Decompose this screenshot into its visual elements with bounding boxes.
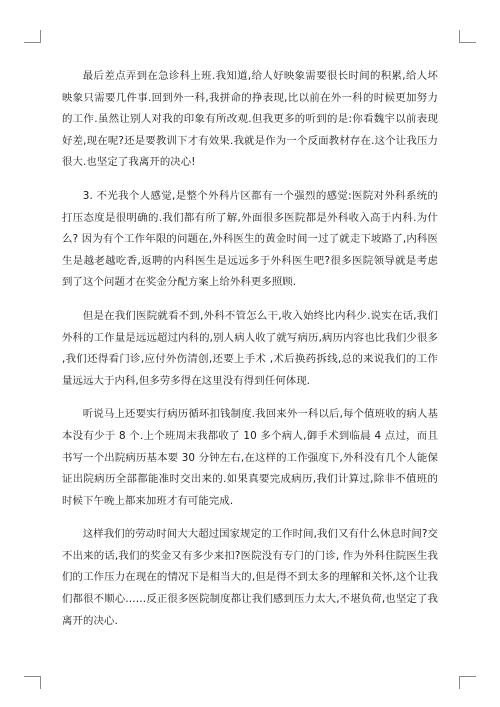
paragraph: 听说马上还要实行病历循环扣钱制度.我回来外一科以后,每个值班收的病人基本没有少于 8 个.上个班周末我都收了 10 多个病人,御手术到临晨 4 点过，而且书写一个出院病历基本要 30 分钟左右,在这样的工作强度下,外科没有几个人能保证出院病历全部都能准时交出来的.如果真要完成病历,我们计算过,除非不值班的时候下午晚上都来加班才有可能完成. xyxy=(62,408,438,507)
crop-mark-bottom-left xyxy=(24,676,41,689)
paragraph: 这样我们的劳动时间大大超过国家规定的工作时间,我们又有什么休息时间?交不出来的话,我们的奖金又有多少来扣?医院没有专门的门诊, 作为外科住院医生我们的工作压力在现在的情况下是相当大的,但是得不到太多的理解和关怀,这个让我们都很不顺心……反正很多医院制度都让我们感到压力太大,不堪负荷,也坚定了我离开的决心. xyxy=(62,528,439,627)
crop-mark-bottom-right xyxy=(459,676,476,689)
paragraph: 3. 不光我个人感觉,是整个外科片区都有一个强烈的感觉:医院对外科系统的打压态度是很明确的.我们都有所了解,外面很多医院都是外科收入高于内科.为什么? 因为有个工作年限的问题在,外科医生的黄金时间一过了就走下坡路了,内科医生是越老越吃香,返聘的内科医生是远远多于外科医生吧?很多医院领导就是考虑到了这个问题才在奖金分配方案上给外科更多照顾. xyxy=(62,189,438,289)
paragraph: 最后差点弄到在急诊科上班.我知道,给人好映象需要很长时间的积累,给人坏映象只需要几件事.回到外一科,我拼命的挣表现,比以前在外一科的时候更加努力的工作.虽然让别人对我的印象有所改观.但我更多的听到的是:你看魏宇以前表现好差,现在呢?还是要教训下才有效果.我就是作为一个反面教材存在.这个让我压力很大.也坚定了我离开的决心! xyxy=(62,70,438,169)
crop-mark-top-left xyxy=(24,30,41,43)
document-body xyxy=(62,66,438,644)
paragraph: 但是在我们医院就看不到,外科不管怎么干,收入始终比内科少.说实在话,我们外科的工作量是远远超过内科的,别人病人收了就写病历,病历内容也比我们少很多 ,我们还得看门诊,应付外伤清创,还要上手术 ,术后换药拆线,总的来说我们的工作量远远大于内科,但多劳多得在这里没有得到任何体现. xyxy=(62,309,438,387)
crop-mark-top-right xyxy=(459,30,476,43)
